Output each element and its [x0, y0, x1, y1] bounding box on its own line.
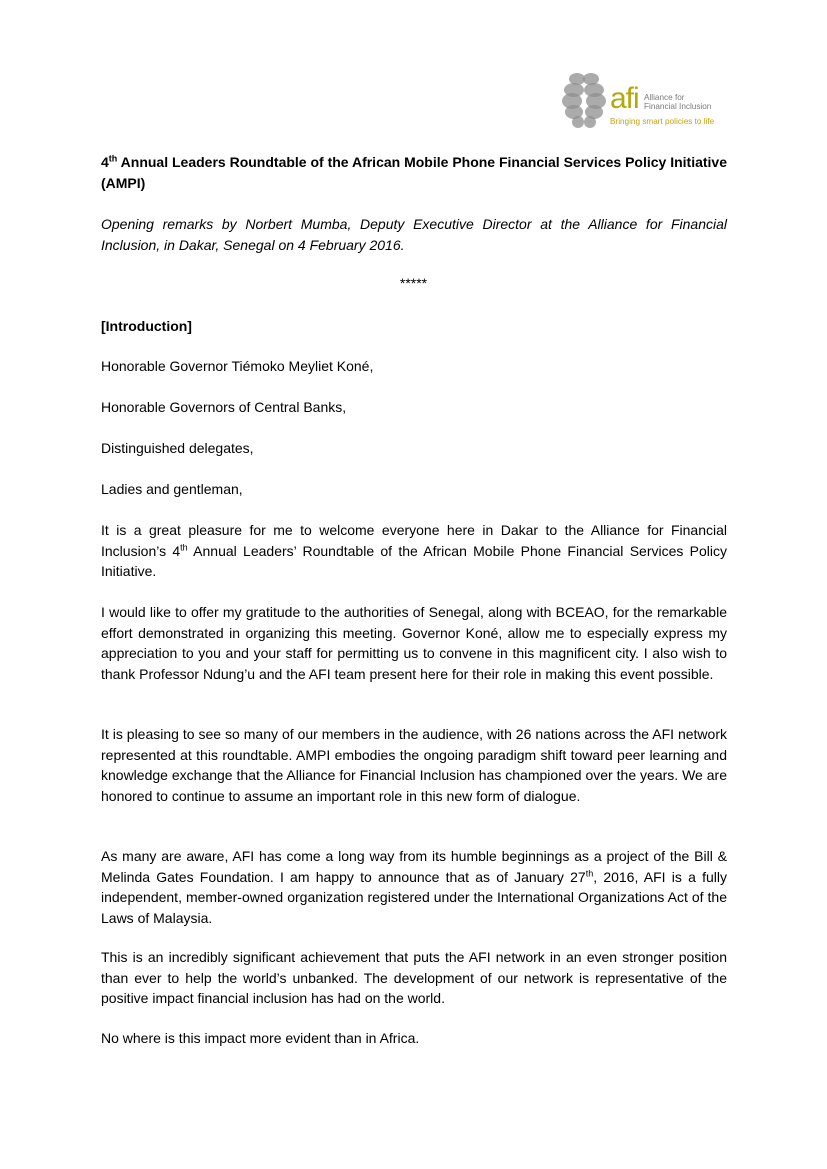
salutation-line: Honorable Governor Tiémoko Meyliet Koné,: [101, 358, 374, 374]
title-ordinal-number: 4: [101, 154, 109, 170]
separator-asterisks: *****: [399, 275, 428, 291]
afi-logo: [560, 72, 730, 130]
paragraph-members: It is pleasing to see so many of our members in the audience, with 26 nations across the AFI network represented at this roundtable. AMPI embodies the ongoing paradigm shift toward peer learning and knowledge exchange that the Alliance for Financial Inclusion has championed over the years. We are honored to continue to assume an important role in this new form of dialogue.: [101, 726, 727, 804]
title-ordinal-suffix: th: [108, 153, 118, 164]
paragraph-text: Annual Leaders’ Roundtable of the African Mobile Phone Financial Services Policy Initiative.: [101, 542, 727, 579]
section-heading: [Introduction]: [101, 318, 192, 334]
ordinal-suffix: th: [180, 541, 188, 552]
brain-cluster-logo-icon: [562, 72, 606, 130]
paragraph-independence: [101, 846, 727, 928]
paragraph-africa: No where is this impact more evident than in Africa.: [101, 1030, 420, 1046]
paragraph-welcome: [101, 520, 727, 582]
title-text: Annual Leaders Roundtable of the African Mobile Phone Financial Services Policy Initiative (AMPI): [101, 154, 727, 191]
salutation-line: Honorable Governors of Central Banks,: [101, 399, 347, 415]
paragraph-text: It is a great pleasure for me to welcome everyone here in Dakar to the Alliance for Financial Inclusion’s 4: [101, 522, 727, 559]
paragraph-text: , 2016, AFI is a fully independent, member-owned organization registered under the International Organizations Act of the Laws of Malaysia.: [101, 868, 727, 926]
logo-tagline: Bringing smart policies to life: [610, 117, 715, 126]
logo-name-line-1: Alliance for: [644, 93, 685, 102]
salutation-line: Distinguished delegates,: [101, 440, 254, 456]
salutation-line: Ladies and gentleman,: [101, 481, 243, 497]
paragraph-text: As many are aware, AFI has come a long way from its humble beginnings as a project of the Bill & Melinda Gates Foundation. I am happy to announce that as of January 27: [101, 848, 727, 885]
document-title: [101, 152, 727, 193]
paragraph-achievement: This is an incredibly significant achievement that puts the AFI network in an even stronger position than ever to help the world’s unbanked. The development of our network is representative of the positive impact financial inclusion has had on the world.: [101, 949, 727, 1006]
logo-organization-name: [644, 93, 711, 111]
logo-name-line-2: Financial Inclusion: [644, 102, 712, 111]
ordinal-suffix: th: [585, 867, 594, 878]
document-subtitle: Opening remarks by Norbert Mumba, Deputy Executive Director at the Alliance for Financial Inclusion, in Dakar, Senegal on 4 February 2016.: [101, 216, 727, 253]
paragraph-gratitude: I would like to offer my gratitude to the authorities of Senegal, along with BCEAO, for the remarkable effort demonstrated in organizing this meeting. Governor Koné, allow me to especially express my appreciation to you and your staff for permitting us to convene in this magnificent city. I also wish to thank Professor Ndung’u and the AFI team present here for their role in making this event possible.: [101, 604, 727, 682]
logo-acronym: afi: [610, 82, 639, 115]
